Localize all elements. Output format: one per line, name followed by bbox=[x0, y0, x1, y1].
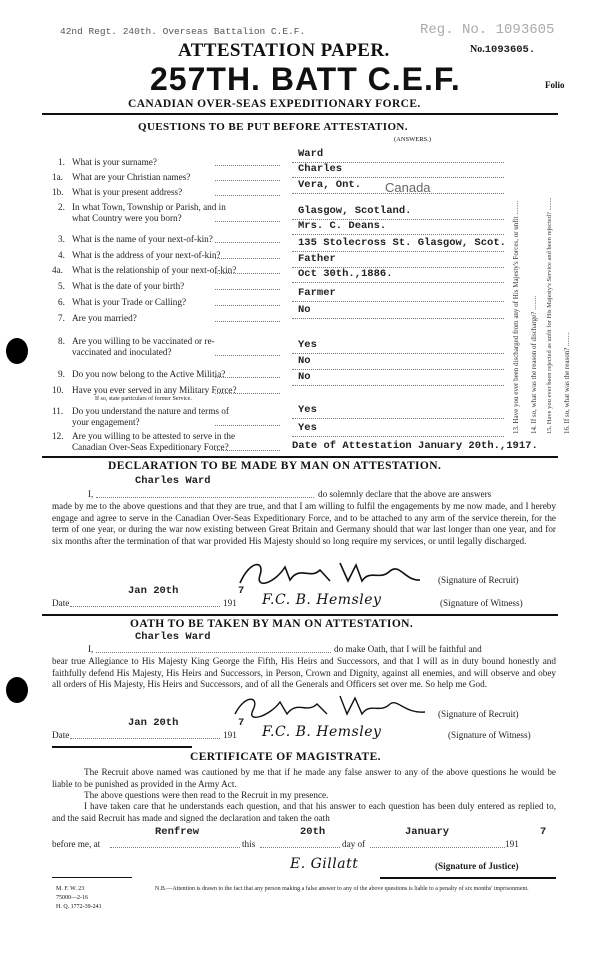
question-leader bbox=[215, 258, 280, 259]
question-text: Are you willing to be vaccinated or re- bbox=[72, 336, 215, 346]
question-text: What is the address of your next-of-kin? bbox=[72, 250, 221, 260]
question-text-continued: vaccinated and inoculated? bbox=[72, 347, 172, 357]
side-question-13: 13. Have you ever been discharged from any of His Majesty's Forces, or unfit ........ bbox=[512, 200, 520, 434]
question-text: What is the relationship of your next-of-kin? bbox=[72, 265, 237, 275]
date-line bbox=[70, 738, 220, 739]
form-code: M. F. W. 23 bbox=[56, 886, 85, 892]
question-number: 4. bbox=[58, 250, 65, 260]
recruit-signature bbox=[225, 690, 435, 720]
year-suffix: 7 bbox=[238, 717, 245, 729]
answer-value: Yes bbox=[298, 422, 317, 434]
form-code: H. Q. 1772-39-241 bbox=[56, 904, 102, 910]
declaration-prefix: I, bbox=[88, 489, 94, 499]
certificate-paragraph-2: The above questions were then read to the Recruit in my presence. bbox=[84, 790, 329, 800]
magistrate-year-suffix: 7 bbox=[540, 826, 547, 838]
question-text: Are you willing to be attested to serve in the bbox=[72, 431, 236, 441]
question-text-continued: Canadian Over-Seas Expeditionary Force? bbox=[72, 442, 229, 452]
question-leader bbox=[215, 242, 280, 243]
declaration-name: Charles Ward bbox=[135, 475, 211, 487]
serial-number-label: No. bbox=[470, 44, 485, 55]
recruit-signature-label: (Signature of Recruit) bbox=[438, 575, 519, 585]
question-text: What is your surname? bbox=[72, 157, 157, 167]
question-leader bbox=[215, 289, 280, 290]
footer-note: N.B.—Attention is drawn to the fact that any person making a false answer to any of the above questions is liable to a penalty of six months' imprisonment. bbox=[155, 886, 529, 892]
answer-line bbox=[292, 353, 504, 354]
answer-line bbox=[292, 251, 504, 252]
name-line bbox=[96, 652, 331, 653]
month-line bbox=[370, 847, 505, 848]
divider bbox=[52, 877, 132, 878]
justice-signature: E. Gillatt bbox=[290, 856, 359, 872]
answer-value: 135 Stolecross St. Glasgow, Scot. bbox=[298, 237, 506, 249]
divider bbox=[52, 746, 192, 748]
divider bbox=[380, 877, 556, 879]
magistrate-place: Renfrew bbox=[155, 826, 200, 838]
answer-line bbox=[292, 318, 504, 319]
answer-value: Vera, Ont. bbox=[298, 179, 362, 191]
year-prefix: 191 bbox=[223, 598, 237, 608]
address-stamp: Canada bbox=[385, 180, 431, 195]
answer-line bbox=[292, 234, 504, 235]
divider bbox=[42, 456, 558, 458]
answer-line bbox=[292, 369, 504, 370]
answer-value: Ward bbox=[298, 148, 324, 160]
divider bbox=[42, 113, 558, 115]
question-number: 8. bbox=[58, 336, 65, 346]
witness-signature: F.C. B. Hemsley bbox=[262, 724, 382, 740]
answers-heading: (ANSWERS.) bbox=[394, 136, 432, 143]
question-text: What is the date of your birth? bbox=[72, 281, 185, 291]
oath-body: bear true Allegiance to His Majesty King George the Fifth, His Heirs and Successors, and that I will as in duty bound honestly and faithfully defend His Majesty, His Heirs and Successors, in Person, Crown and Dignity, against all enemies, and will observe and obey all orders of His Majesty, His Heirs and Successors, and of all the Generals and Officers set over me. So help me God. bbox=[52, 656, 556, 690]
question-number: 1a. bbox=[52, 172, 63, 182]
battalion-stamp: 257TH. BATT C.E.F. bbox=[150, 61, 461, 97]
day-line bbox=[260, 847, 340, 848]
day-of-label: day of bbox=[342, 839, 366, 849]
document-subtitle: CANADIAN OVER-SEAS EXPEDITIONARY FORCE. bbox=[128, 98, 421, 110]
answer-value: Mrs. C. Deans. bbox=[298, 220, 387, 232]
question-leader bbox=[215, 305, 280, 306]
question-number: 10. bbox=[52, 385, 64, 395]
this-label: this bbox=[242, 839, 256, 849]
year-prefix: 191 bbox=[223, 730, 237, 740]
witness-signature: F.C. B. Hemsley bbox=[262, 592, 382, 608]
answer-value: Charles bbox=[298, 163, 343, 175]
answer-line bbox=[292, 177, 504, 178]
declaration-date: Jan 20th bbox=[128, 585, 179, 597]
question-number: 4a. bbox=[52, 265, 63, 275]
oath-body-first: do make Oath, that I will be faithful and bbox=[334, 644, 482, 654]
attestation-date: Date of Attestation January 20th.,1917. bbox=[292, 440, 538, 452]
question-number: 11. bbox=[52, 406, 64, 416]
answer-line bbox=[292, 418, 504, 419]
answer-value: Yes bbox=[298, 339, 317, 351]
question-number: 9. bbox=[58, 369, 65, 379]
question-leader bbox=[215, 355, 280, 356]
question-leader bbox=[215, 377, 280, 378]
question-leader bbox=[215, 321, 280, 322]
document-title: ATTESTATION PAPER. bbox=[178, 40, 390, 61]
side-question-15: 15. Have you ever been rejected as unfit for His Majesty's Service and been rejected? ........ bbox=[546, 197, 553, 434]
question-leader bbox=[215, 425, 280, 426]
recruit-signature bbox=[230, 555, 430, 590]
serial-number bbox=[470, 44, 535, 56]
question-text-continued: If so, state particulars of former Service. bbox=[95, 396, 192, 402]
answer-value: Father bbox=[298, 253, 336, 265]
magistrate-month: January bbox=[405, 826, 450, 838]
question-text-continued: what Country were you born? bbox=[72, 213, 182, 223]
question-text: What is the name of your next-of-kin? bbox=[72, 234, 213, 244]
witness-signature-label: (Signature of Witness) bbox=[440, 598, 523, 608]
answer-value: No bbox=[298, 304, 311, 316]
folio-label: Folio bbox=[545, 80, 565, 90]
place-line bbox=[110, 847, 240, 848]
question-number: 5. bbox=[58, 281, 65, 291]
question-number: 3. bbox=[58, 234, 65, 244]
oath-heading: OATH TO BE TAKEN BY MAN ON ATTESTATION. bbox=[130, 618, 414, 630]
unit-line: 42nd Regt. 240th. Overseas Battalion C.E.F. bbox=[60, 26, 306, 37]
question-number: 7. bbox=[58, 313, 65, 323]
answer-line bbox=[292, 282, 504, 283]
question-leader bbox=[215, 165, 280, 166]
question-leader bbox=[215, 195, 280, 196]
punch-hole bbox=[6, 677, 28, 703]
justice-signature-label: (Signature of Justice) bbox=[435, 861, 519, 871]
declaration-heading: DECLARATION TO BE MADE BY MAN ON ATTESTATION. bbox=[108, 460, 442, 472]
punch-hole bbox=[6, 338, 28, 364]
declaration-body-first: do solemnly declare that the above are answers bbox=[318, 489, 492, 499]
magistrate-day: 20th bbox=[300, 826, 326, 838]
declaration-body: made by me to the above questions and that they are true, and that I am willing to fulfil the engagements by me now made, and I hereby engage and agree to serve in the Canadian Over-Seas Expeditionary Force, and to be attached to any arm of the service therein, for the term of one year, or during the war now existing between Great Britain and Germany should that war last longer than one year, and for six months after the termination of that war provided His Majesty should so long require my services, or until legally discharged. bbox=[52, 501, 556, 546]
question-leader bbox=[215, 450, 280, 451]
question-text: What are your Christian names? bbox=[72, 172, 191, 182]
year-suffix: 7 bbox=[238, 585, 245, 597]
form-code: 75000—2-16 bbox=[56, 895, 88, 901]
question-text: What is your present address? bbox=[72, 187, 183, 197]
side-question-14: 14. If so, what was the reason of discharge? ........ bbox=[530, 295, 538, 434]
oath-prefix: I, bbox=[88, 644, 94, 654]
answer-value: No bbox=[298, 371, 311, 383]
question-leader bbox=[215, 393, 280, 394]
question-number: 12. bbox=[52, 431, 64, 441]
answer-value: Yes bbox=[298, 404, 317, 416]
serial-number-value: 1093605. bbox=[484, 44, 536, 56]
answer-value: Farmer bbox=[298, 287, 336, 299]
answer-line bbox=[292, 385, 504, 386]
regimental-stamp: Reg. No. 1093605 bbox=[420, 22, 555, 38]
question-number: 1b. bbox=[52, 187, 64, 197]
certificate-heading: CERTIFICATE OF MAGISTRATE. bbox=[190, 751, 381, 763]
oath-date: Jan 20th bbox=[128, 717, 179, 729]
question-text: In what Town, Township or Parish, and in bbox=[72, 202, 226, 212]
recruit-signature-label: (Signature of Recruit) bbox=[438, 709, 519, 719]
certificate-paragraph-3: I have taken care that he understands each question, and that his answer to each question has been duly entered as replied to, and the said Recruit has made and signed the declaration and taken the oath bbox=[52, 801, 556, 823]
question-number: 6. bbox=[58, 297, 65, 307]
certificate-paragraph-1: The Recruit above named was cautioned by me that if he made any false answer to any of the above questions he would be liable to be punished as provided in the Army Act. bbox=[52, 767, 556, 789]
before-label: before me, at bbox=[52, 839, 101, 849]
answer-line bbox=[292, 301, 504, 302]
answer-value: No bbox=[298, 355, 311, 367]
name-line bbox=[96, 497, 314, 498]
question-leader bbox=[215, 180, 280, 181]
answer-value: Oct 30th.,1886. bbox=[298, 268, 393, 280]
question-text: Are you married? bbox=[72, 313, 137, 323]
answer-line bbox=[292, 436, 504, 437]
side-question-16: 16. If so, what was the reason? ........ bbox=[563, 331, 571, 434]
question-text-continued: your engagement? bbox=[72, 417, 140, 427]
question-text: Do you understand the nature and terms of bbox=[72, 406, 229, 416]
date-label: Date bbox=[52, 598, 70, 608]
oath-name: Charles Ward bbox=[135, 631, 211, 643]
divider bbox=[42, 614, 558, 616]
question-text: What is your Trade or Calling? bbox=[72, 297, 187, 307]
answer-value: Glasgow, Scotland. bbox=[298, 205, 412, 217]
question-text: Have you ever served in any Military Force? bbox=[72, 385, 237, 395]
date-line bbox=[70, 606, 220, 607]
magistrate-year-prefix: 191 bbox=[505, 839, 519, 849]
witness-signature-label: (Signature of Witness) bbox=[448, 730, 531, 740]
date-label: Date bbox=[52, 730, 70, 740]
question-number: 2. bbox=[58, 202, 65, 212]
questions-heading: QUESTIONS TO BE PUT BEFORE ATTESTATION. bbox=[138, 121, 408, 133]
question-leader bbox=[215, 273, 280, 274]
question-text: Do you now belong to the Active Militia? bbox=[72, 369, 226, 379]
question-number: 1. bbox=[58, 157, 65, 167]
question-leader bbox=[215, 221, 280, 222]
form-codes bbox=[56, 885, 102, 912]
